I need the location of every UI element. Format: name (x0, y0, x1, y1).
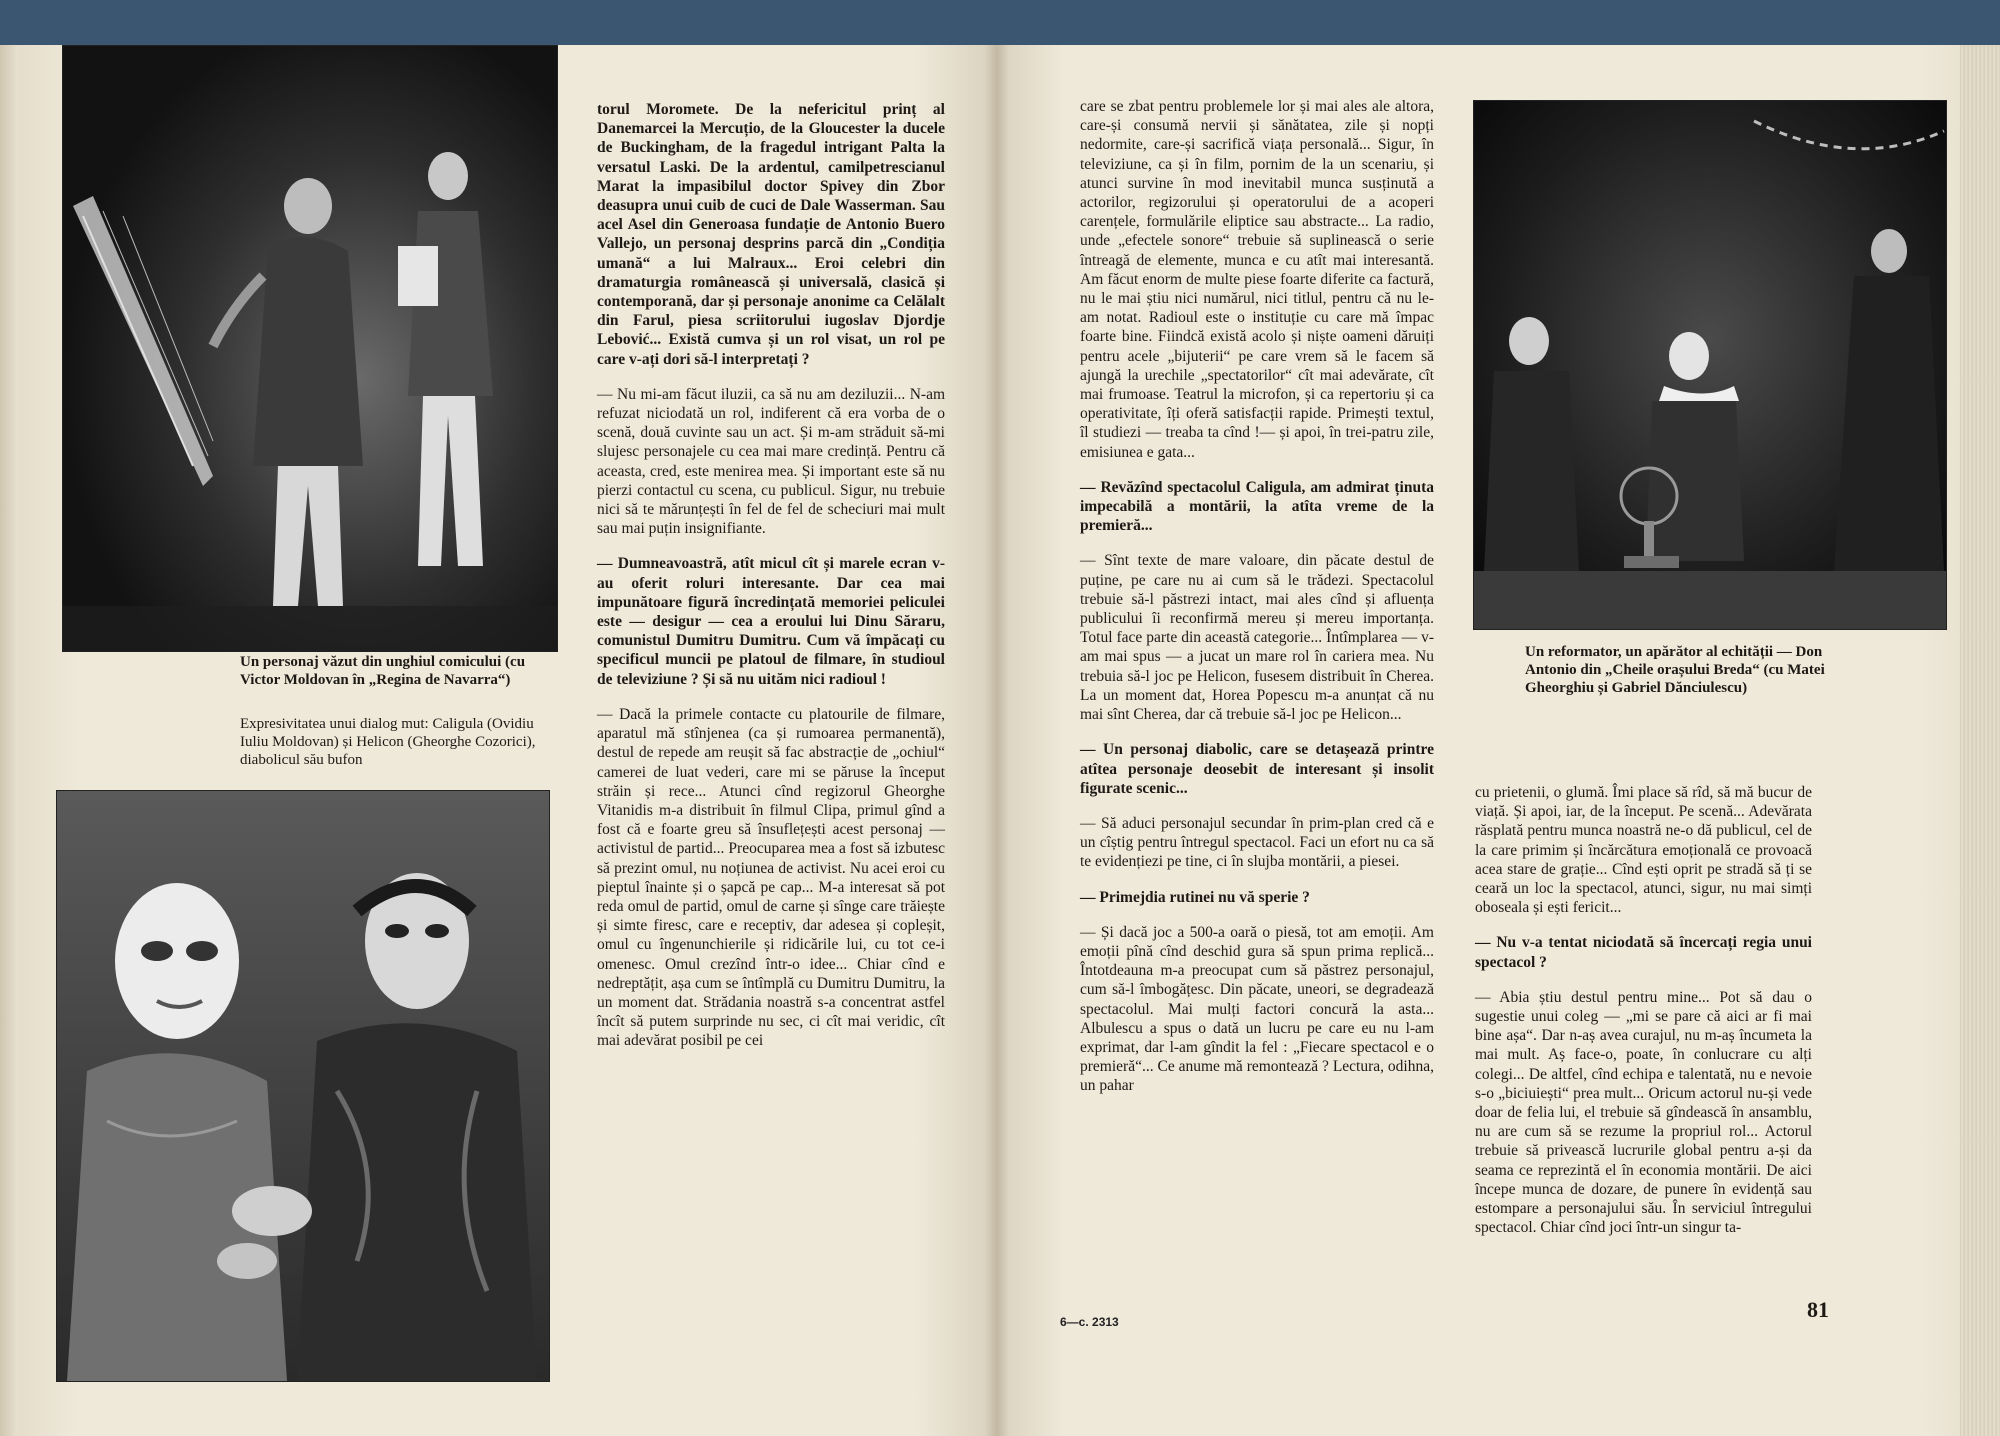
question-2: — Dumneavoastră, atît micul cît și marele ecran v-au oferit roluri interesante. Dar cea mai impunătoare figură încredințată memoriei peliculei este — desigur — cea a eroului lui Dinu Săraru, comunistul Dumitru Dumitru. Cum vă împăcați cu specificul muncii pe platoul de filmare, în studioul de televiziune ? Și să nu uităm nici radioul ! (597, 555, 945, 688)
magazine-spread (0, 45, 2000, 1436)
photo2-caption-lead: Expresivitatea unui dialog mut: (240, 716, 429, 732)
question-3: — Revăzînd spectacolul Caligula, am admirat ținuta impecabilă a montării, la atîta vreme de la premieră... (1080, 478, 1434, 535)
right-text-column-1 (1080, 97, 1434, 1096)
photo-cheile-orasului-breda (1473, 100, 1947, 630)
book-gutter (985, 45, 1009, 1436)
answer-6: — Abia știu destul pentru mine... Pot să dau o sugestie unui coleg — „mi se pare că aici ar fi mai bine așa“. Dar n-aș avea curajul, nu m-aș încumeta la mai mult. Aș face-o, poate, în conlucrare cu alți colegi... De altfel, cînd echipa e talentată, nu e nevoie s-o „biciuiești“ prea mult... Oricum actorul nu-și vede doar de felia lui, el trebuie să gîndească în ansamblu, nu are cum să se rezume la propriul rol... Actorul trebuie să privească lucrurile global pentru a-și da seama ce reprezintă el în economia montării. De aici începe munca de dozare, de punere în evidență sau estompare a personajului său. În serviciul întregului spectacol. Chiar cînd joci într-un singur ta- (1475, 988, 1812, 1237)
answer-3: — Sînt texte de mare valoare, din păcate destul de puține, pe care nu ai cum să le trădezi. Spectacolul trebuie să-l păstrezi intact, mai ales cînd și afluența publicului îi reconfirmă mereu și mereu importanța. Totul face parte din această categorie... Întîmplarea — v-am mai spus — a jucat un mare rol în cariera mea. Nu trebuia să-l joc pe Helicon, fusesem distribuit în Cherea. La un moment dat, Horea Popescu m-a anunțat că nu mai sînt Cherea, dar că trebuie să-l joc pe Helicon... (1080, 552, 1434, 724)
text-continued: care se zbat pentru problemele lor și mai ales ale altora, care-și consumă nervii și sănătatea, zile și nopți nedormite, care-și sacrifică viața personală... Sigur, în televiziune, ca și în film, pornim de la un scenariu, și atunci survine în mod inevitabil munca susținută a actorilor, regizorului și operatorului de a acoperi carențele, formulările eliptice sau abstracte... La radio, unde „efectele sonore“ trebuie să suplinească o serie întreagă de elemente, munca e cu atît mai interesantă. Am făcut enorm de multe piese foarte diferite ca factură, nu le mai știu nici numărul, nici titlul, pentru că nu le-am notat. Radioul este o instituție cu care mă împac foarte bine. Fiindcă există acolo și niște oameni dăruiți pentru acele „bijuterii“ pe care vrem să le facem să ajungă la urechile „spectatorilor“ cît mai adevărate, cît mai frumoase. Teatrul la microfon, și ca repertoriu și ca operativitate, îți oferă satisfacții rapide. Primești textul, îl studiezi — treaba ta cînd !— și apoi, în trei-patru zile, emisiunea e gata... (1080, 98, 1434, 461)
photo2-caption-rest: Caligula (Ovidiu Iuliu Moldovan) și Helicon (Gheorghe Cozorici), diabolicul său bufon (240, 716, 536, 768)
photo1-caption: Un personaj văzut din unghiul comicului (cu Victor Moldovan în „Regina de Navarra“) (240, 654, 526, 688)
answer-1: — Nu mi-am făcut iluzii, ca să nu am deziluzii... N-am refuzat niciodată un rol, indiferent că era vorba de o scenă, două cuvinte sau un act. Și m-am străduit să-mi slujesc personajele cu cea mai mare credință. Pentru că aceasta, cred, este menirea mea. Și important este să nu pierzi contactul cu scena, cu publicul. Sigur, nu trebuie nici să te mărunțești în fel de fel de scheciuri mai mult sau mai puțin insignifiante. (597, 385, 945, 538)
photo-regina-de-navarra (62, 45, 558, 652)
question-4: — Un personaj diabolic, care se detașează printre atîtea personaje deosebit de interesant și insolit figurate scenic... (1080, 741, 1434, 797)
answer-4: — Să aduci personajul secundar în prim-plan cred că e un cîștig pentru întregul spectacol. Faci un efort nu ca să te evidențiezi pe tine, ci în slujba montării, a piesei. (1080, 814, 1434, 871)
answer-5: — Și dacă joc a 500-a oară o piesă, tot am emoții. Am emoții pînă cînd deschid gura să spun prima replică... Întotdeauna m-a preocupat cum să păstrez personajul, cum să-l îmbogățesc. Din păcate, uneori, se degradează spectacolul. Mai mulți factori concură la asta... Albulescu a spus o dată un lucru pe care eu nu l-am exprimat, dar l-am gîndit la fel : „Fiecare spectacol e o premieră“... Ce anume mă remontează ? Lectura, odihna, un pahar (1080, 923, 1434, 1095)
right-page (995, 45, 2000, 1436)
photo-caligula-helicon (56, 790, 550, 1382)
question-5: — Primejdia rutinei nu vă sperie ? (1080, 888, 1310, 906)
page-edge-stack (1960, 45, 2000, 1436)
photo3-caption: Un reformator, un apărător al echității — Don Antonio din „Cheile orașului Breda“ (cu Matei Gheorghiu și Gabriel Dănciulescu) (1525, 644, 1825, 696)
photo2-caption (240, 715, 550, 769)
printer-code: 6—c. 2313 (1060, 1315, 1119, 1329)
left-page (0, 45, 995, 1436)
left-text-column (597, 100, 945, 1051)
question-6: — Nu v-a tentat niciodată să încercați regia unui spectacol ? (1475, 934, 1812, 971)
right-text-column-2 (1475, 783, 1812, 1237)
text-continued-2: cu prietenii, o glumă. Îmi place să rîd, să mă bucur de viață. Și apoi, iar, de la început. Pe scenă... Adevărata răsplată pentru munca noastră ne-o dă publicul, cel de la care primim și încărcătura emoțională ce provoacă acea stare de grație... Cînd ești oprit pe stradă să ți se ceară un loc la spectacol, atunci, sigur, nu mai simți oboseala și ești fericit... (1475, 784, 1812, 917)
page-number: 81 (1807, 1297, 1829, 1322)
answer-2: — Dacă la primele contacte cu platourile de filmare, aparatul mă stînjenea (ca și rumoarea permanentă), destul de repede am reușit să fac abstracție de „ochiul“ camerei de luat vederi, care mi se păruse la început străin și rece... Atunci cînd regizorul Gheorghe Vitanidis m-a distribuit în filmul Clipa, primul gînd a fost că e foarte greu să însuflețești acest personaj — activistul de partid... Preocuparea mea a fost să izbutesc să prezint omul, nu noțiunea de activist. Nu acei eroi cu pieptul înainte și o șapcă pe cap... M-a interesat să pot reda omul de partid, omul de carne și sînge care trăiește și simte firesc, care e receptiv, dar adesea și copleșit, omul cu îngenunchierile și ridicările lui, cu tot ce-i omenesc. Omul crezînd într-o idee... Chiar cînd e nedreptățit, așa cum se întîmplă cu Dumitru Dumitru, la un moment dat. Strădania noastră s-a concentrat astfel încît să putem surprinde nu sec, ci cît mai veridic, cît mai adevărat posibil pe cei (597, 705, 945, 1050)
question-1: torul Moromete. De la nefericitul prinț al Danemarcei la Mercuțio, de la Gloucester la ducele de Buckingham, de la fragedul intrigant Palta la versatul Laski. De la ardentul, camilpetrescianul Marat la impasibilul doctor Spivey din Zbor deasupra unui cuib de cuci de Dale Wasserman. Sau acel Asel din Generoasa fundație de Antonio Buero Vallejo, un personaj desprins parcă din „Condiția umană“ a lui Malraux... Eroi celebri din dramaturgia românească și universală, clasică și contemporană, dar și personaje anonime ca Celălalt din Farul, piesa scriitorului iugoslav Djordje Lebović... Există cumva și un rol visat, un rol pe care v-ați dori să-l interpretați ? (597, 101, 945, 368)
page-edge (0, 45, 18, 1436)
